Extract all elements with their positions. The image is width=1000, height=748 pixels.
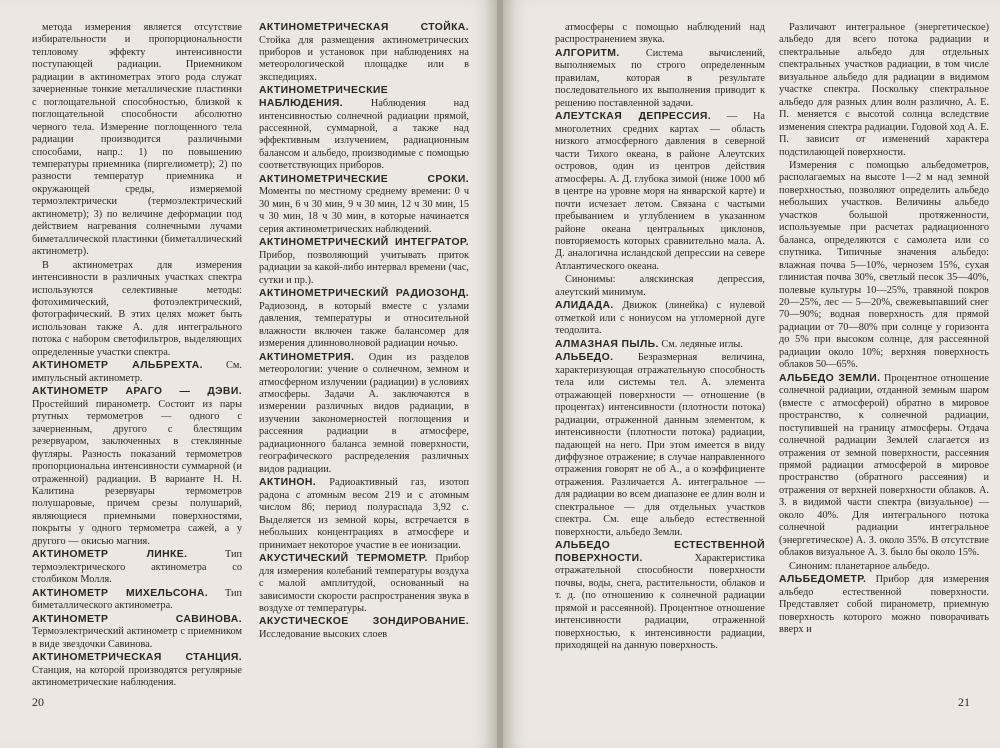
entry-headword: АКТИНОМЕТР САВИНОВА. (32, 613, 242, 625)
entry-text: Тип биметаллического актинометра. (32, 587, 242, 612)
entry-headword: АЛЕУТСКАЯ ДЕПРЕССИЯ. (555, 111, 712, 123)
dictionary-entry (259, 352, 469, 477)
entry-paragraph (32, 260, 242, 360)
entry-headword: АКТИНОМЕТРИЯ. (259, 351, 355, 363)
dictionary-entry (32, 588, 242, 613)
entry-headword: АКУСТИЧЕСКИЙ ТЕРМОМЕТР. (259, 553, 428, 565)
dictionary-entry (555, 300, 765, 337)
dictionary-entry (259, 553, 469, 615)
right-column-1 (555, 22, 765, 682)
dictionary-entry (32, 652, 242, 689)
right-column-2 (779, 22, 989, 682)
dictionary-entry (259, 174, 469, 236)
entry-text: Безразмерная величина, характеризующая отражательную способность тела или системы тел. А. элемента отражающей поверхности — отношение (в процентах) интенсивности (плотности потока) радиации, отраженной данным элементом, к интенсивности (плотности потока) радиации, падающей на него. При этом имеется в виду диффузное отражение; в случае направленного отражения говорят не об А., а о коэффициенте отражения. Различается А. интегральное — для радиации во всем диапазоне ее длин волн и спектральное — для отдельных участков спектра. См. еще альбедо естественной поверхности, альбедо Земли. (555, 352, 766, 538)
entry-headword: АКТИНОМЕТРИЧЕСКАЯ СТОЙКА. (259, 22, 469, 33)
left-page (0, 0, 497, 748)
entry-headword: АЛЬБЕДОМЕТР. (779, 574, 867, 586)
entry-headword: АКТИНОМЕТРИЧЕСКИЕ НАБЛЮДЕНИЯ. (259, 85, 389, 109)
entry-text: Процентное отношение солнечной радиации, отданной земным шаром (вместе с атмосферой) обратно в мировое пространство, к солнечной радиации, поступившей на границу атмосферы. Отдача солнечной радиации Землей слагается из отражения от земной поверхности, рассеяния прямой радиации атмосферой в мировое пространство (обратного рассеяния) и отражения от верхней поверхности облаков. А. З. в видимой части спектра (визуальное) — около 40%. Для интегрального потока солнечной радиации интегральное (энергетическое) А. З. около 35%. В отсутствие облаков визуальное А. З. было бы около 15%. (779, 372, 989, 559)
entry-text: Характеристика отражательной способности поверхности почвы, воды, снега, растительности, облаков и т. д. (по отношению к солнечной радиации прямой и рассеянной). Процентное отношение интенсивности радиации, отраженной поверхностью, к интенсивности радиации, приходящей на данную поверхность. (555, 552, 765, 652)
entry-text: См. импульсный актинометр. (32, 360, 242, 384)
entry-text: — На многолетних средних картах — область низкого атмосферного давления в северной части Тихого океана, в районе Алеутских островов, один из центров действия атмосферы. А. Д. глубока зимой (ниже 1000 мб в центре на уровне моря на январской карте) и почти исчезает летом. Связана с частыми пребыванием и углублением в указанном районе океана центральных циклонов, повторяемость которых сравнительно мала. А. Д. аналогична исландской депрессии на севере Атлантического океана. (555, 111, 765, 272)
entry-text: метода измерения является отсутствие избирательности и пропорциональности тепловому эффекту интенсивности поступающей радиации. Приемником радиации в актинометрах этого рода служат зачерненные тонкие металлические пластинки с поглощательной способностью, близкой к поглощательной способности абсолютно черного тела. Измерение поглощенного тела радиации производится различными способами, напр.: 1) по повышению температуры приемника (пиргелиометр); 2) по разности температур приемника и окружающей среды, измеряемой термоэлектрически (термоэлектрический актинометр); 3) по величине деформации под действием нагревания солнечными лучами биметаллической пластинки (биметаллический актинометр). (32, 22, 242, 258)
entry-text: Тип термоэлектрического актинометра со столбиком Молля. (32, 549, 242, 586)
left-column-2 (259, 22, 469, 682)
entry-text: Прибор, позволяющий учитывать приток радиации за какой-либо интервал времени (час, сутки и пр.). (259, 249, 469, 286)
entry-text: Прибор для измерения колебаний температуры воздуха с малой амплитудой, основанный на зависимости скорости распространения звука в воздухе от температуры. (259, 553, 470, 614)
dictionary-entry (555, 540, 765, 652)
entry-text: Движок (линейка) с нулевой отметкой или с нониусом на угломерной дуге теодолита. (555, 300, 766, 337)
entry-headword: АКТИНОМЕТР ЛИНКЕ. (32, 549, 188, 561)
dictionary-entry (259, 477, 469, 552)
dictionary-entry (555, 111, 765, 273)
page-number-right: 21 (958, 695, 970, 709)
entry-headword: АКТИНОМЕТРИЧЕСКАЯ СТАНЦИЯ. (32, 652, 242, 664)
entry-text: Система вычислений, выполняемых по строго определенным правилам, которая в результате последовательного их выполнения приводит к решению поставленной задачи. (555, 47, 766, 109)
entry-headword: АКТИНОМЕТРИЧЕСКИЙ ИНТЕГРАТОР. (259, 237, 469, 249)
dictionary-entry (32, 360, 242, 385)
entry-headword: АЛЬБЕДО ЕСТЕСТВЕННОЙ ПОВЕРХНОСТИ. (555, 540, 765, 564)
dictionary-entry (259, 22, 469, 84)
entry-headword: АКТИНОМЕТРИЧЕСКИЕ СРОКИ. (259, 173, 469, 185)
entry-headword: АЛМАЗНАЯ ПЫЛЬ. (555, 338, 659, 350)
entry-text: Измерения с помощью альбедометров, располагаемых на высоте 1—2 м над земной поверхностью, позволяют определить альбедо небольших участков. Величины альбедо участков большой протяженности, используемые при расчетах радиационного баланса, определяются с самолета или со спутника. Типичные значения альбедо: влажная почва 5—10%, чернозем 15%, сухая глинистая почва 30%, светлый песок 35—40%, полевые культуры 10—25%, травяной покров 20—25%, лес — 5—20%, свежевыпавший снег 70—90%; водная поверхность для прямой радиации от 70—80% при солнце у горизонта до 5% при высоком солнце, для рассеянной радиации около 10%; верхняя поверхность облаков 50—65%. (779, 159, 989, 371)
entry-text: Радиоактивный газ, изотоп радона с атомным весом 219 и с атомным числом 86; период полураспада 3,92 с. Выделяется из земной коры, встречается в небольших концентрациях в атмосфере и принимает некоторое участие в ее ионизации. (259, 477, 469, 551)
entry-text: Стойка для размещения актинометрических приборов и установок при наблюдениях на метеорологической площадке или в экспедициях. (259, 34, 469, 83)
entry-paragraph (555, 22, 765, 47)
entry-headword: АКТИНОН. (259, 477, 317, 489)
page-number-left: 20 (32, 695, 44, 709)
dictionary-entry (555, 48, 765, 110)
entry-paragraph (779, 22, 989, 159)
entry-headword: АКТИНОМЕТР АЛЬБРЕХТА. (32, 360, 203, 372)
dictionary-entry (555, 339, 765, 352)
entry-headword: АЛГОРИТМ. (555, 47, 620, 59)
entry-paragraph (555, 274, 765, 299)
entry-text: атмосферы с помощью наблюдений над распространением звука. (555, 22, 765, 46)
entry-headword: АКТИНОМЕТР АРАГО — ДЭВИ. (32, 386, 242, 398)
entry-text: Один из разделов метеорологии: учение о солнечном, земном и атмосферном излучении (радиации) в условиях атмосферы. Задачи А. заключаются в измерении различных видов радиации, в изучении закономерностей поглощения и рассеяния радиации в атмосфере, радиационного баланса земной поверхности, географического распределения различных видов радиации. (259, 351, 469, 475)
entry-text: Наблюдения над интенсивностью солнечной радиации прямой, рассеянной, суммарной, а также над эффективным излучением, радиационным балансом и альбедо, производимые с помощью соответствующих приборов. (259, 97, 469, 172)
dictionary-entry (32, 614, 242, 651)
entry-headword: АЛИДАДА. (555, 300, 614, 312)
dictionary-entry (259, 616, 469, 641)
entry-text: Синонимы: аляскинская депрессия, алеутский минимум. (555, 274, 765, 298)
dictionary-entry (779, 373, 989, 560)
entry-text: Различают интегральное (энергетическое) альбедо для всего потока радиации и спектральные альбедо для отдельных спектральных участков радиации, в том числе визуальное альбедо для радиации в видимом участке спектра. Поскольку спектральное альбедо для разных длин волн различно, А. Е. П. меняется с высотой солнца вследствие изменения спектра радиации. Годовой ход А. Е. П. зависит от изменений характера подстилающей поверхности. (779, 22, 989, 158)
dictionary-entry (32, 549, 242, 586)
left-column-1 (32, 22, 242, 689)
dictionary-entry (32, 386, 242, 548)
entry-text: Термоэлектрический актинометр с приемником в виде звездочки Савинова. (32, 626, 242, 650)
entry-text: В актинометрах для измерения интенсивности в различных участках спектра используются селективные методы: фотохимический, фотоэлектрический, фотографический. В этих целях может быть использован также А. для интегрального потока с набором светофильтров, выделяющих определенные участки спектра. (32, 259, 242, 358)
entry-text: Станция, на которой производятся регулярные актинометрические наблюдения. (32, 664, 242, 689)
dictionary-entry (779, 574, 989, 636)
entry-headword: АЛЬБЕДО ЗЕМЛИ. (779, 372, 881, 384)
entry-text: Моменты по местному среднему времени: 0 ч 30 мин, 6 ч 30 мин, 9 ч 30 мин, 12 ч 30 мин, 15 ч 30 мин, 18 ч 30 мин, в которые начинается серия актинометрических наблюдений. (259, 186, 469, 235)
entry-text: Простейший пиранометр. Состоит из пары ртутных термометров — одного с зачерненным, другого с блестящим резервуаром, заключенных в стеклянные футляры. Разность показаний термометров пропорциональна интенсивности суммарной (и отраженной) радиации. В варианте Н. Н. Калитина резервуары термометров полушаровые, причем срезы полушарий, являющиеся приемными поверхностями, покрыты у одного термометра сажей, а у другого — окисью магния. (32, 398, 242, 547)
dictionary-entry (259, 288, 469, 350)
entry-text: Радиозонд, в который вместе с узлами давления, температуры и относительной влажности включен также балансомер для измерения длинноволновой радиации ночью. (259, 300, 469, 350)
dictionary-entry (555, 352, 765, 539)
entry-text: Исследование высоких слоев (259, 629, 388, 640)
entry-headword: АКТИНОМЕТР МИХЕЛЬСОНА. (32, 587, 209, 599)
entry-text: См. ледяные иглы. (661, 338, 743, 350)
entry-paragraph (32, 22, 242, 259)
dictionary-entry (259, 237, 469, 287)
entry-text: Синоним: планетарное альбедо. (789, 560, 930, 572)
entry-headword: АКУСТИЧЕСКОЕ ЗОНДИРОВАНИЕ. (259, 616, 469, 628)
entry-paragraph (779, 561, 989, 573)
right-page (503, 0, 1000, 748)
dictionary-entry (259, 85, 469, 172)
entry-text: Прибор для измерения альбедо естественной поверхности. Представляет собой пиранометр, приемную поверхность которого можно поворачивать вверх и (779, 574, 990, 635)
entry-paragraph (779, 160, 989, 372)
entry-headword: АКТИНОМЕТРИЧЕСКИЙ РАДИОЗОНД. (259, 288, 469, 300)
entry-headword: АЛЬБЕДО. (555, 352, 614, 364)
